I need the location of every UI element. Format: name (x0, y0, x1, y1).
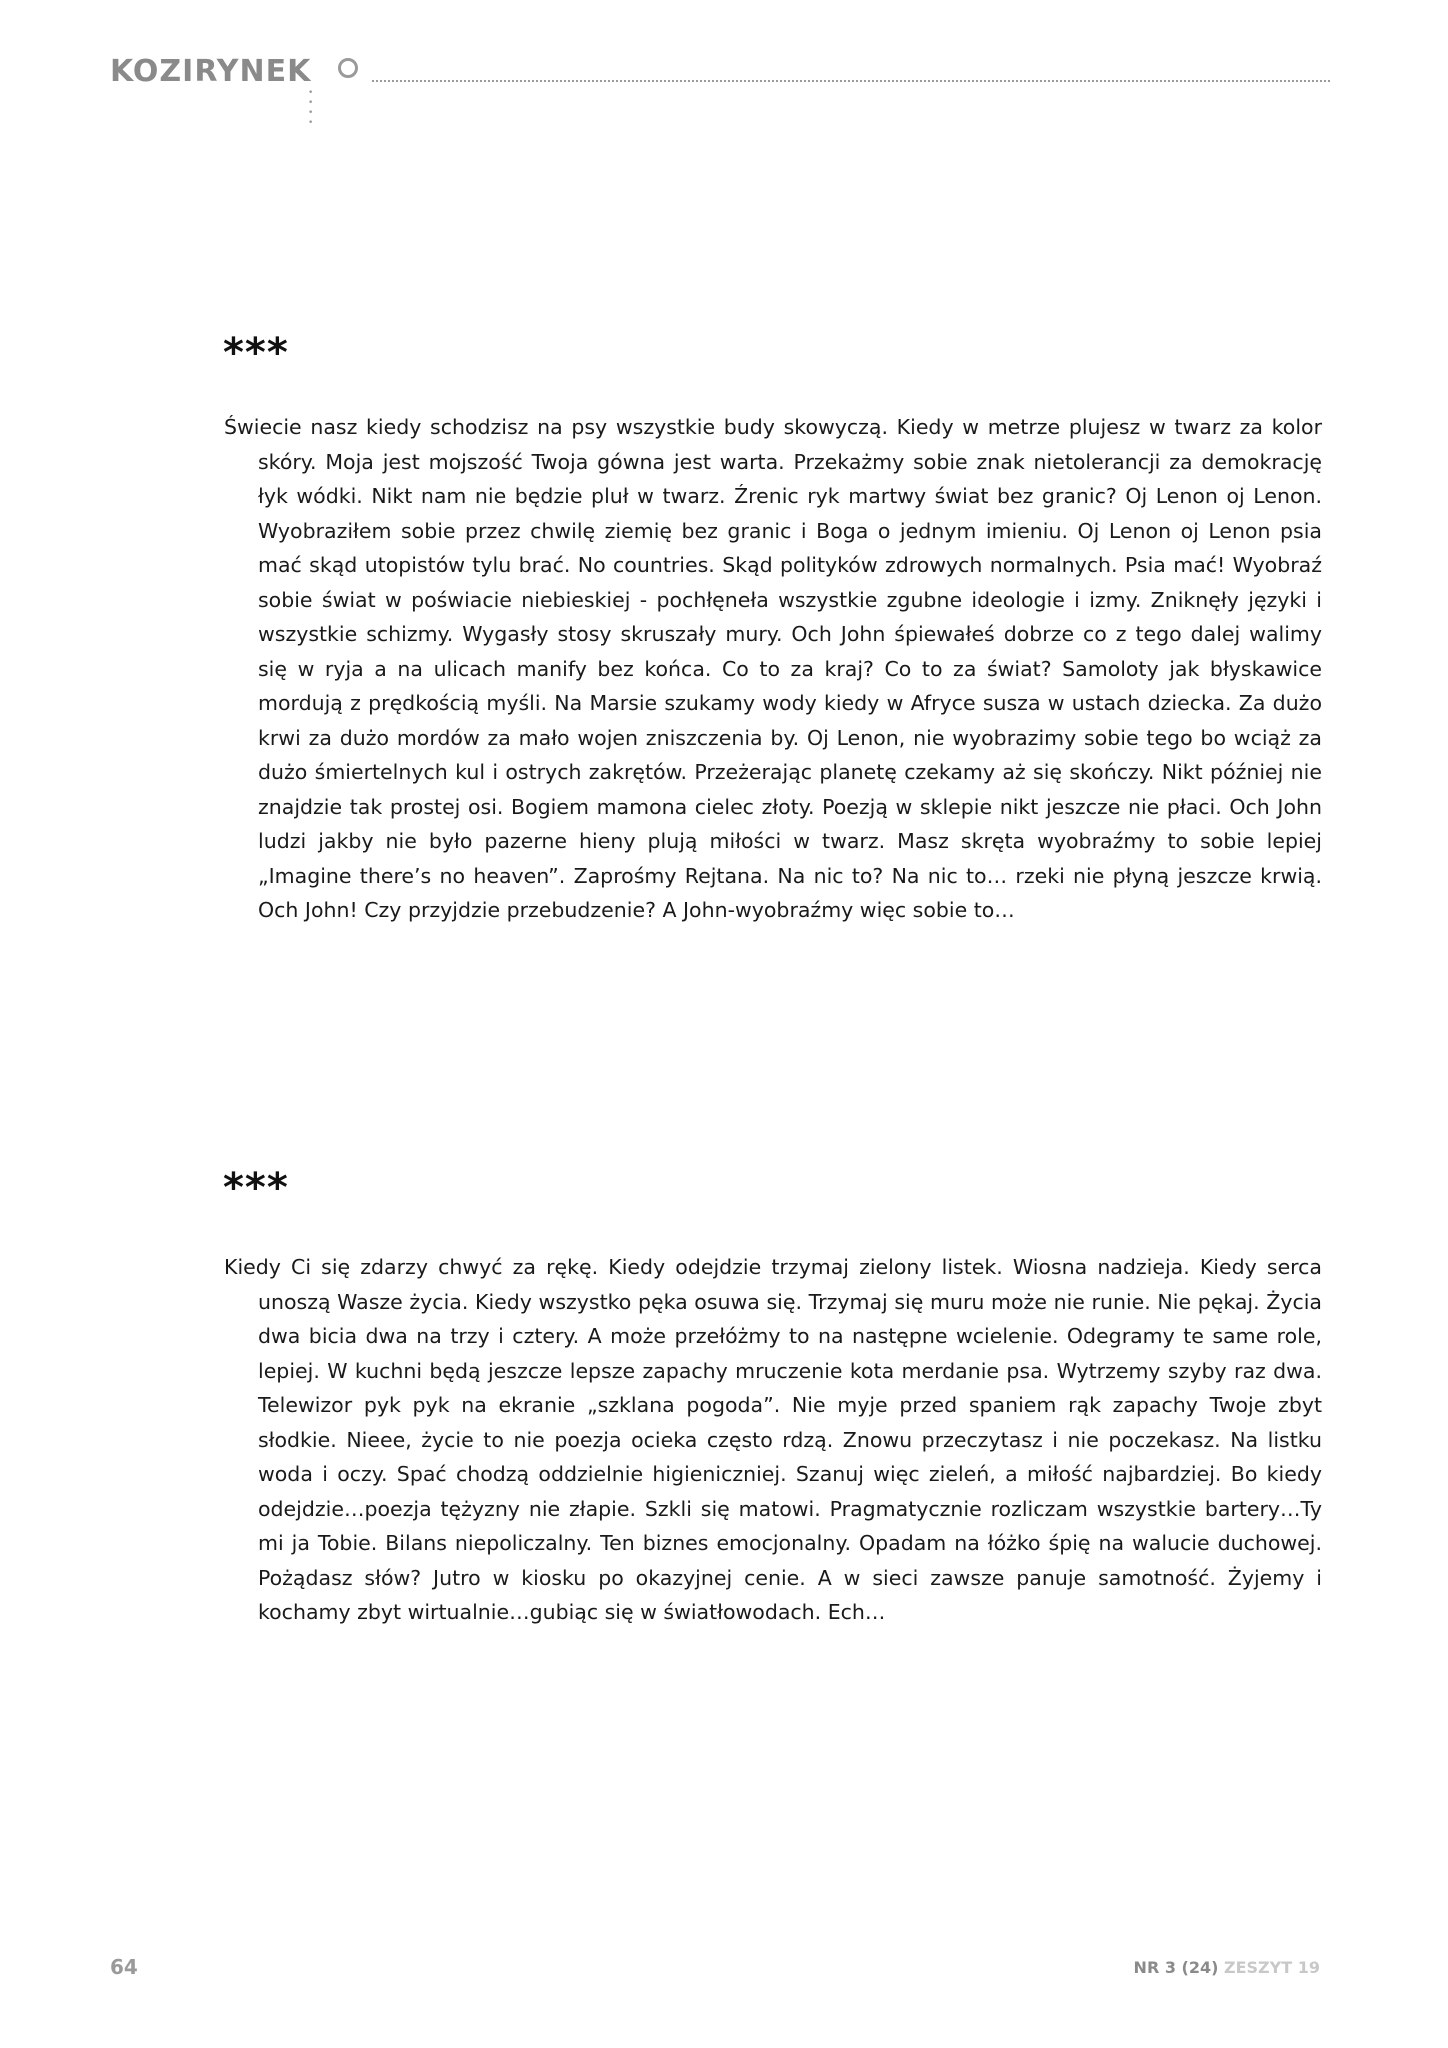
section-separator-1: *** (223, 330, 289, 376)
poem-paragraph-1: Świecie nasz kiedy schodzisz na psy wszystkie budy skowyczą. Kiedy w metrze plujesz w twarz za kolor skóry. Moja jest mojszość Twoja gówna jest warta. Przekażmy sobie znak nietolerancji za demokrację łyk wódki. Nikt nam nie będzie pluł w twarz. Źrenic ryk martwy świat bez granic? Oj Lenon oj Lenon. Wyobraziłem sobie przez chwilę ziemię bez granic i Boga o jednym imieniu. Oj Lenon oj Lenon psia mać skąd utopistów tylu brać. No countries. Skąd polityków zdrowych normalnych. Psia mać! Wyobraź sobie świat w poświacie niebieskiej - pochłęneła wszystkie zgubne ideologie i izmy. Zniknęły języki i wszystkie schizmy. Wygasły stosy skruszały mury. Och John śpiewałeś dobrze co z tego dalej walimy się w ryja a na ulicach manify bez końca. Co to za kraj? Co to za świat? Samoloty jak błyskawice mordują z prędkością myśli. Na Marsie szukamy wody kiedy w Afryce susza w ustach dziecka. Za dużo krwi za dużo mordów za mało wojen zniszczenia by. Oj Lenon, nie wyobrazimy sobie tego bo wciąż za dużo śmiertelnych kul i ostrych zakrętów. Przeżerając planetę czekamy aż się skończy. Nikt później nie znajdzie tak prostej osi. Bogiem mamona cielec złoty. Poezją w sklepie nikt jeszcze nie płaci. Och John ludzi jakby nie było pazerne hieny plują miłości w twarz. Masz skręta wyobraźmy to sobie lepiej „Imagine there’s no heaven”. Zaprośmy Rejtana. Na nic to? Na nic to… rzeki nie płyną jeszcze krwią. Och John! Czy przyjdzie przebudzenie? A John-wyobraźmy więc sobie to… (224, 415, 1322, 922)
header-dotted-rule (372, 80, 1330, 82)
issue-number: NR 3 (24) (1133, 1958, 1219, 1977)
section-separator-2: *** (223, 1165, 289, 1211)
poem-paragraph-2: Kiedy Ci się zdarzy chwyć za rękę. Kiedy odejdzie trzymaj zielony listek. Wiosna nadzieja. Kiedy serca unoszą Wasze życia. Kiedy wszystko pęka osuwa się. Trzymaj się muru może nie runie. Nie pękaj. Życia dwa bicia dwa na trzy i cztery. A może przełóżmy to na następne wcielenie. Odegramy te same role, lepiej. W kuchni będą jeszcze lepsze zapachy mruczenie kota merdanie psa. Wytrzemy szyby raz dwa. Telewizor pyk pyk na ekranie „szklana pogoda”. Nie myje przed spaniem rąk zapachy Twoje zbyt słodkie. Nieee, życie to nie poezja ocieka często rdzą. Znowu przeczytasz i nie poczekasz. Na listku woda i oczy. Spać chodzą oddzielnie higieniczniej. Szanuj więc zieleń, a miłość najbardziej. Bo kiedy odejdzie…poezja tężyzny nie złapie. Szkli się matowi. Pragmatycznie rozliczam wszystkie bartery…Ty mi ja Tobie. Bilans niepoliczalny. Ten biznes emocjonalny. Opadam na łóżko śpię na walucie duchowej. Pożądasz słów? Jutro w kiosku po okazyjnej cenie. A w sieci zawsze panuje samotność. Żyjemy i kochamy zbyt wirtualnie…gubiąc się w światłowodach. Ech… (224, 1255, 1322, 1624)
page-number: 64 (110, 1955, 138, 1979)
logo-circle-icon (338, 58, 358, 78)
logo-dots: • • • • (308, 88, 320, 128)
issue-info (1134, 1958, 1320, 1977)
page-header (110, 52, 1330, 128)
issue-zeszyt: ZESZYT 19 (1224, 1958, 1320, 1977)
logo-text: KOZIRYNEK (110, 54, 312, 89)
